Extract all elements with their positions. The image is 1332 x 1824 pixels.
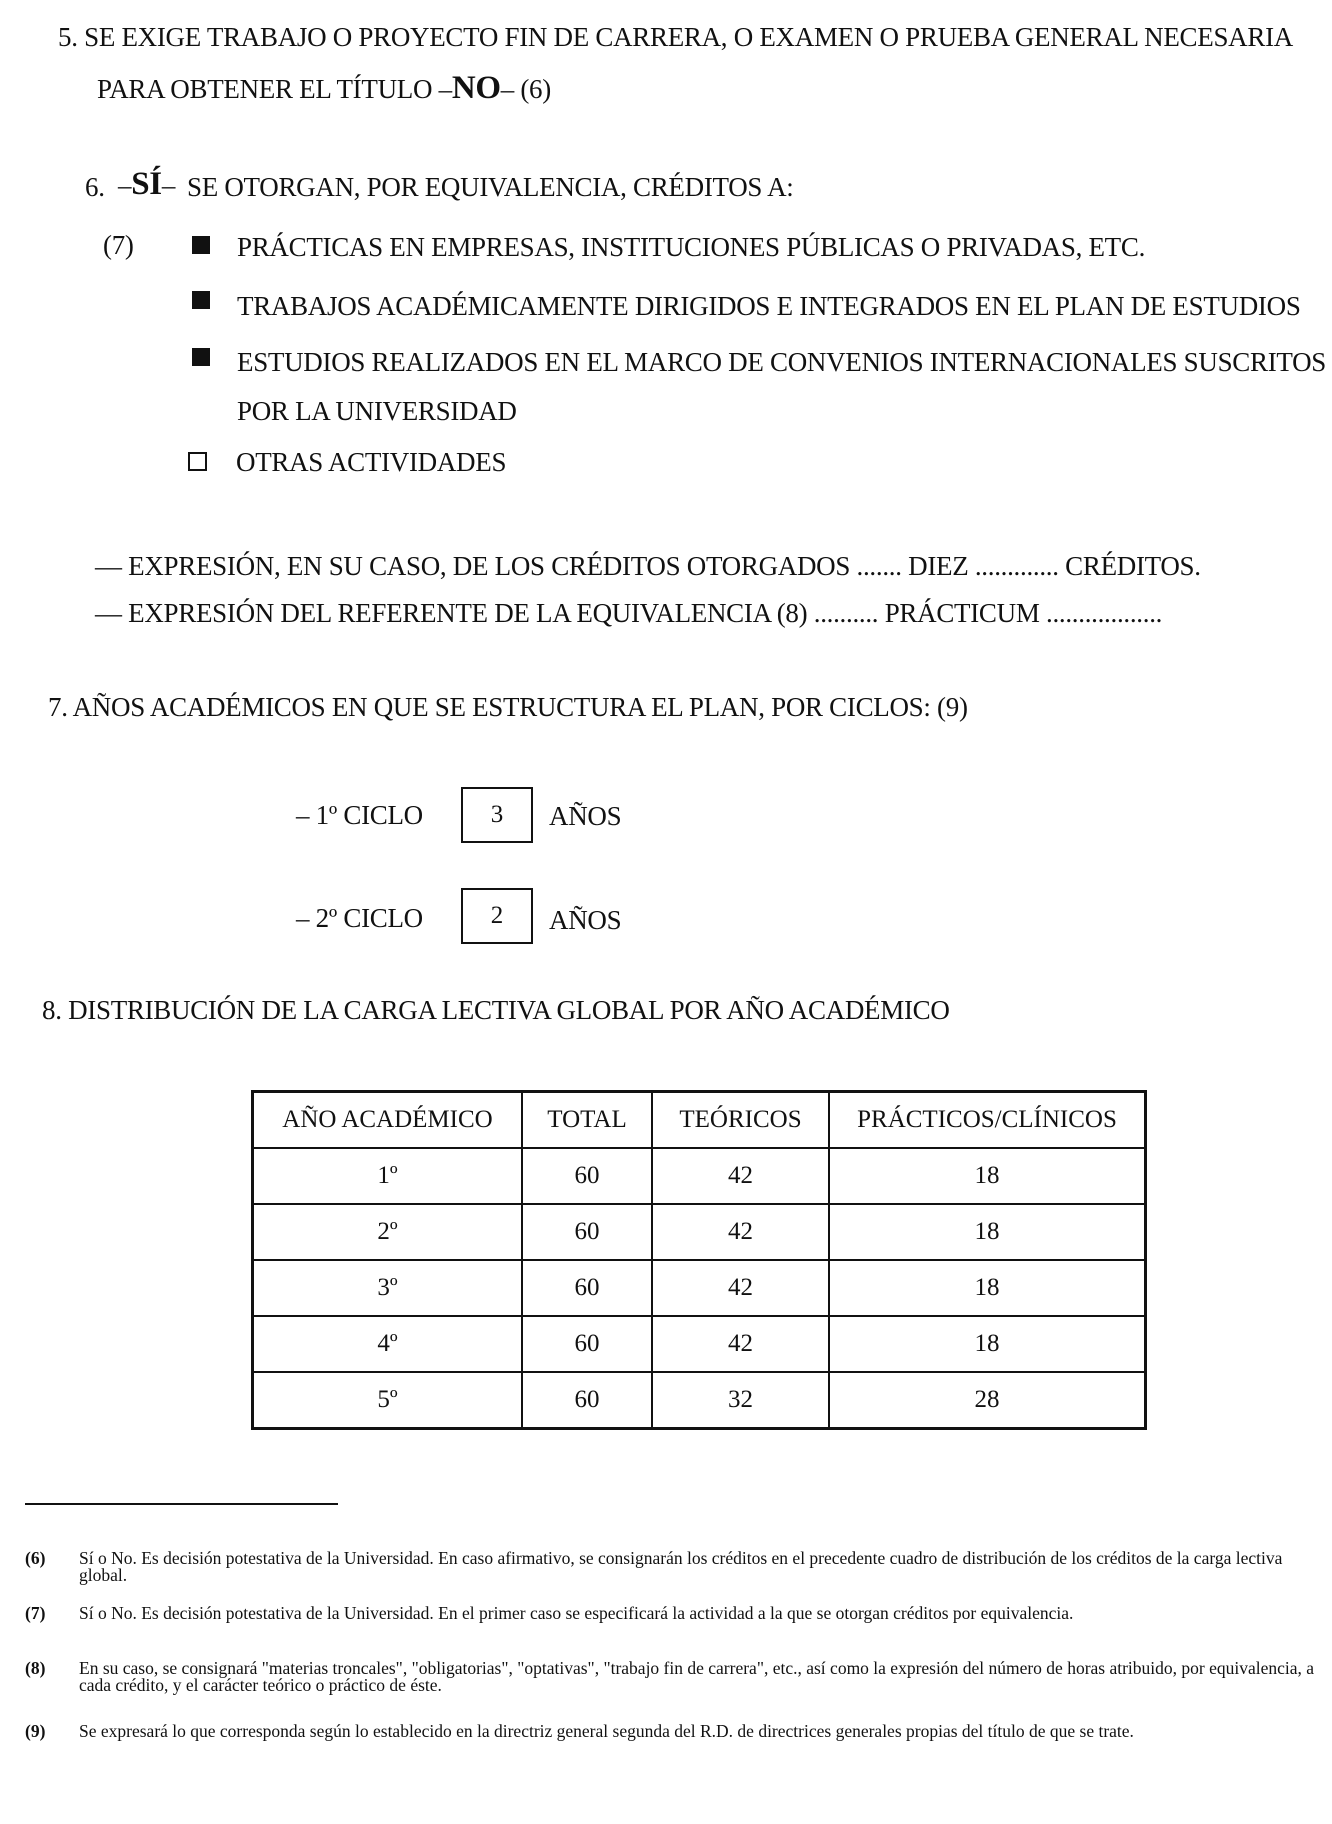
header-total: TOTAL (522, 1092, 652, 1149)
answer-dash-right: – (161, 170, 176, 200)
cell-year: 3º (253, 1260, 523, 1316)
cell-theory: 42 (652, 1316, 829, 1372)
checkbox-checked-icon (192, 291, 210, 309)
table-row (253, 1204, 1146, 1260)
checkbox-checked-icon (192, 236, 210, 254)
cell-practice: 28 (829, 1372, 1146, 1429)
cell-year: 4º (253, 1316, 523, 1372)
credits-granted-line: — EXPRESIÓN, EN SU CASO, DE LOS CRÉDITOS OTORGADOS ....... DIEZ ............. CRÉDITOS. (95, 551, 1201, 581)
cycle-1-years-box: 3 (461, 787, 533, 843)
cell-theory: 42 (652, 1204, 829, 1260)
table-header-row (253, 1092, 1146, 1149)
section-6-answer (118, 166, 175, 203)
cell-practice: 18 (829, 1316, 1146, 1372)
answer-dash-left: – (118, 170, 132, 200)
footnote-number: (7) (25, 1603, 46, 1623)
footnote-text: Sí o No. Es decisión potestativa de la Universidad. En el primer caso se especificará la actividad a la que se otorgan créditos por equivalencia. (79, 1603, 1074, 1623)
cell-practice: 18 (829, 1204, 1146, 1260)
cycle-2-years-box: 2 (461, 888, 533, 944)
cell-year: 5º (253, 1372, 523, 1429)
credit-item-3: ESTUDIOS REALIZADOS EN EL MARCO DE CONVENIOS INTERNACIONALES SUSCRITOS (237, 347, 1327, 377)
section-5-question-end: PARA OBTENER EL TÍTULO – (97, 74, 452, 104)
section-6-intro: SE OTORGAN, POR EQUIVALENCIA, CRÉDITOS A: (187, 172, 794, 202)
cycle-2-label: – 2º CICLO (296, 903, 423, 933)
cell-theory: 32 (652, 1372, 829, 1429)
equivalence-referent-line: — EXPRESIÓN DEL REFERENTE DE LA EQUIVALENCIA (8) .......... PRÁCTICUM .................. (95, 598, 1163, 628)
footnote-separator (25, 1503, 338, 1505)
section-5-line-1: 5. SE EXIGE TRABAJO O PROYECTO FIN DE CARRERA, O EXAMEN O PRUEBA GENERAL NECESARIA (58, 22, 1293, 52)
footnote-text: En su caso, se consignará "materias troncales", "obligatorias", "optativas", "trabajo fin de carrera", etc., así como la expresión del número de horas atribuido, por equivalencia, a cada crédito, y el carácter teórico o práctico de éste. (79, 1658, 1315, 1695)
table-row (253, 1260, 1146, 1316)
header-year: AÑO ACADÉMICO (253, 1092, 523, 1149)
cell-year: 2º (253, 1204, 523, 1260)
cell-total: 60 (522, 1260, 652, 1316)
cell-total: 60 (522, 1148, 652, 1204)
academic-load-table (251, 1090, 1147, 1430)
header-theory: TEÓRICOS (652, 1092, 829, 1149)
footnote-text: Se expresará lo que corresponda según lo establecido en la directriz general segunda del R.D. de directrices generales propias del título de que se trate. (79, 1721, 1134, 1741)
cell-theory: 42 (652, 1148, 829, 1204)
table-row (253, 1316, 1146, 1372)
credit-item-3-cont: POR LA UNIVERSIDAD (237, 396, 517, 426)
cell-theory: 42 (652, 1260, 829, 1316)
footnote-number: (8) (25, 1658, 46, 1678)
section-5-answer: NO (451, 70, 501, 106)
cell-practice: 18 (829, 1260, 1146, 1316)
header-practice: PRÁCTICOS/CLÍNICOS (829, 1092, 1146, 1149)
section-6-footnote-ref: (7) (103, 230, 134, 260)
section-7-title: 7. AÑOS ACADÉMICOS EN QUE SE ESTRUCTURA EL PLAN, POR CICLOS: (9) (48, 692, 968, 722)
credit-item-1: PRÁCTICAS EN EMPRESAS, INSTITUCIONES PÚBLICAS O PRIVADAS, ETC. (237, 232, 1146, 262)
section-6-number: 6. (85, 172, 105, 202)
cell-year: 1º (253, 1148, 523, 1204)
cell-total: 60 (522, 1204, 652, 1260)
table-row (253, 1372, 1146, 1429)
table-row (253, 1148, 1146, 1204)
section-5-footnote-ref: – (6) (500, 74, 551, 104)
cycle-2-unit: AÑOS (549, 905, 622, 935)
checkbox-empty-icon (188, 452, 207, 471)
cycle-1-label: – 1º CICLO (296, 800, 423, 830)
section-6-answer-value: SÍ (131, 166, 162, 202)
section-8-title: 8. DISTRIBUCIÓN DE LA CARGA LECTIVA GLOBAL POR AÑO ACADÉMICO (42, 995, 950, 1025)
footnote-text: Sí o No. Es decisión potestativa de la Universidad. En caso afirmativo, se consignarán los créditos en el precedente cuadro de distribución de los créditos de la carga lectiva global. (79, 1548, 1283, 1585)
footnote-number: (6) (25, 1548, 46, 1568)
checkbox-checked-icon (192, 348, 210, 366)
cell-total: 60 (522, 1372, 652, 1429)
credit-item-4: OTRAS ACTIVIDADES (236, 447, 507, 477)
footnote-number: (9) (25, 1721, 46, 1741)
cycle-1-unit: AÑOS (549, 801, 622, 831)
credit-item-2: TRABAJOS ACADÉMICAMENTE DIRIGIDOS E INTEGRADOS EN EL PLAN DE ESTUDIOS (237, 291, 1301, 321)
cell-practice: 18 (829, 1148, 1146, 1204)
section-5-line-2 (97, 70, 551, 107)
cell-total: 60 (522, 1316, 652, 1372)
